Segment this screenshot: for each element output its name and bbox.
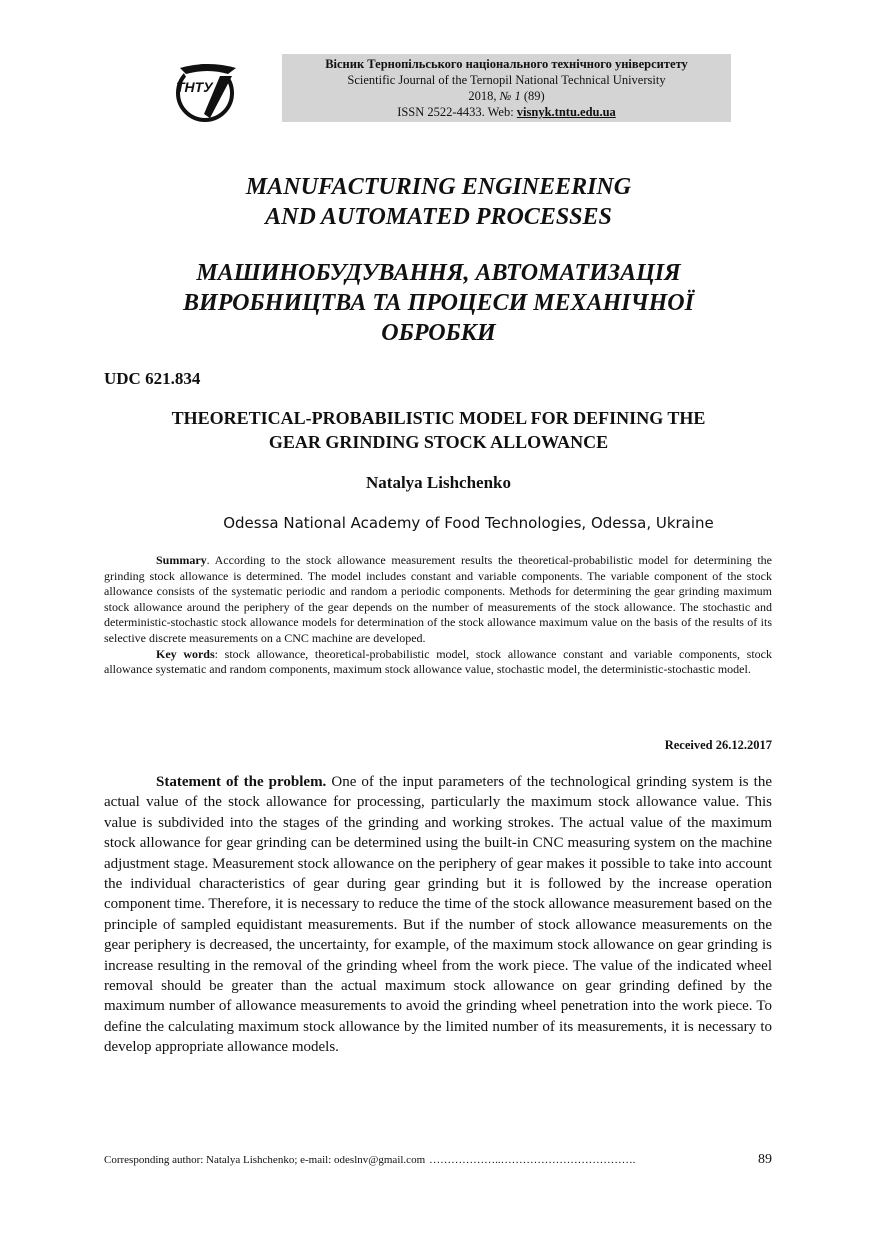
author-name: Natalya Lishchenko <box>366 473 511 492</box>
journal-issue: 2018, № 1 (89) <box>468 89 545 103</box>
footer-dots: ………………..………………………………. <box>429 1154 636 1166</box>
keywords-paragraph: Key words: stock allowance, theoretical-probabilistic model, stock allowance constant and variable components, stock allowance systematic and random components, maximum stock allowance value, stochastic model, the deterministic-stochastic model. <box>104 646 772 677</box>
journal-issn: ISSN 2522-4433. Web: visnyk.tntu.edu.ua <box>397 105 616 119</box>
author-affiliation: Odessa National Academy of Food Technologies, Odessa, Ukraine <box>223 514 714 532</box>
abstract <box>104 553 772 678</box>
udc-code: UDC 621.834 <box>104 369 201 388</box>
paper-title: THEORETICAL-PROBABILISTIC MODEL FOR DEFINING THE GEAR GRINDING STOCK ALLOWANCE <box>171 408 706 452</box>
body-text <box>104 772 772 1058</box>
page-footer <box>104 1152 772 1168</box>
tntu-logo <box>168 58 242 124</box>
summary-paragraph: Summary. According to the stock allowance measurement results the theoretical-probabilistic model for determining the grinding stock allowance is determined. The model includes constant and variable components. The variable component of the stock allowance consists of the systematic periodic and random a periodic components. Methods for determining the gear grinding maximum stock allowance around the periphery of the gear depends on the number of measurements of the stock allowance. The stochastic and deterministic-stochastic stock allowance models for determination of the stock allowance maximum value on the basis of the results of its selective discrete measurements on a CNC machine are developed. <box>104 553 772 645</box>
body-paragraph: Statement of the problem. One of the input parameters of the technological grinding system is the actual value of the stock allowance for processing, particularly the maximum stock allowance value. This value is subdivided into the stages of the grinding and working strokes. The actual value of the maximum stock allowance for gear grinding can be determined using the built-in CNC measuring system on the machine adjustment stage. Measurement stock allowance on the periphery of gear makes it possible to take into account the individual characteristics of gear during gear grinding but it is followed by the increase operation component time. Therefore, it is necessary to reduce the time of the stock allowance measurement based on the principle of sampled equidistant measurements. But if the number of stock allowance measurements on the gear periphery is decreased, the uncertainty, for example, of the maximum stock allowance on gear grinding is increase resulting in the removal of the grinding wheel from the work piece. The value of the indicated wheel removal should be greater than the actual maximum stock allowance on gear grinding defined by the maximum number of allowance measurements to avoid the grinding wheel penetration into the work piece. To define the calculating maximum stock allowance by the limited number of its measurements, it is necessary to develop appropriate allowance models. <box>104 774 772 1056</box>
body-heading: Statement of the problem. <box>156 774 327 790</box>
journal-url-link[interactable]: visnyk.tntu.edu.ua <box>516 105 616 119</box>
received-date: Received 26.12.2017 <box>664 738 772 752</box>
journal-title-ua: Вісник Тернопільського національного технічного університету <box>325 57 688 71</box>
email-link[interactable]: odeslnv@gmail.com <box>334 1154 426 1166</box>
svg-text:ТНТУ: ТНТУ <box>176 79 213 95</box>
journal-title-en: Scientific Journal of the Ternopil National Technical University <box>347 73 666 87</box>
journal-header <box>282 54 731 122</box>
section-title-en: MANUFACTURING ENGINEERING AND AUTOMATED PROCESSES <box>245 174 632 230</box>
page-number: 89 <box>758 1152 772 1167</box>
section-title-ua: МАШИНОБУДУВАННЯ, АВТОМАТИЗАЦІЯ ВИРОБНИЦТВА ТА ПРОЦЕСИ МЕХАНІЧНОЇ ОБРОБКИ <box>183 260 694 346</box>
corresponding-author: Corresponding author: Natalya Lishchenko; e-mail: odeslnv@gmail.com <box>104 1154 426 1166</box>
